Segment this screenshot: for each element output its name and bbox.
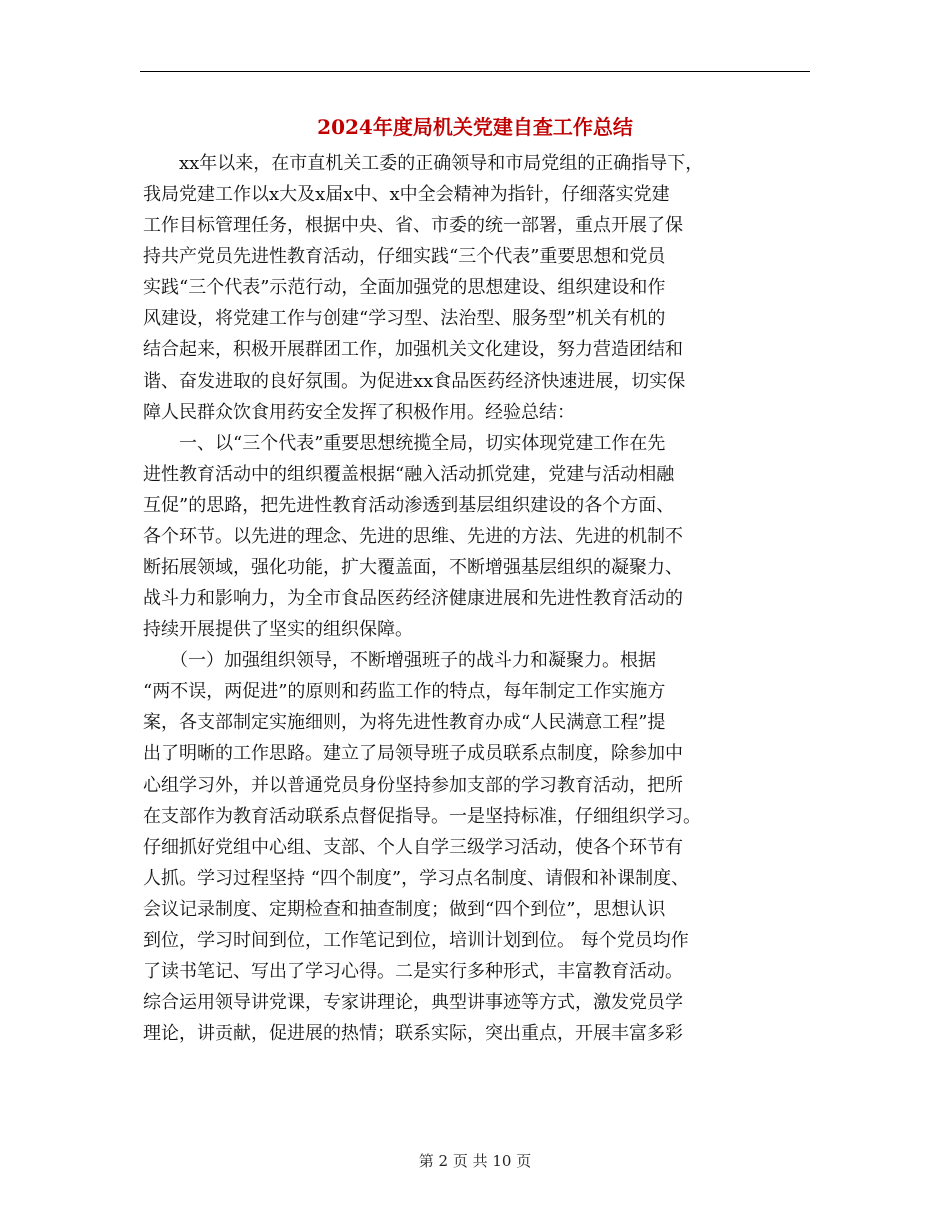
- body-line: 互促”的思路，把先进性教育活动渗透到基层组织建设的各个方面、: [143, 494, 675, 516]
- body-line: 心组学习外，并以普通党员身份坚持参加支部的学习教育活动，把所: [143, 774, 683, 796]
- body-line: 战斗力和影响力，为全市食品医药经济健康进展和先进性教育活动的: [143, 588, 683, 610]
- body-line: （一）加强组织领导，不断增强班子的战斗力和凝聚力。根据: [143, 650, 656, 672]
- body-line: 工作目标管理任务，根据中央、省、市委的统一部署，重点开展了保: [143, 215, 683, 237]
- body-line: 仔细抓好党组中心组、支部、个人自学三级学习活动，使各个环节有: [143, 836, 683, 858]
- body-line: 持共产党员先进性教育活动，仔细实践“三个代表”重要思想和党员: [143, 246, 666, 268]
- body-line: 人抓。学习过程坚持 “四个制度”，学习点名制度、请假和补课制度、: [143, 867, 690, 889]
- body-line: 到位，学习时间到位，工作笔记到位，培训计划到位。 每个党员均作: [143, 929, 689, 951]
- page-footer: 第 2 页 共 10 页: [418, 1152, 532, 1170]
- body-line: 风建设，将党建工作与创建“学习型、法治型、服务型”机关有机的: [143, 308, 666, 330]
- body-line: 理论，讲贡献，促进展的热情；联系实际，突出重点，开展丰富多彩: [143, 1023, 683, 1045]
- body-line: 了读书笔记、写出了学习心得。二是实行多种形式，丰富教育活动。: [143, 961, 683, 983]
- body-line: 一、以“三个代表”重要思想统揽全局，切实体现党建工作在先: [143, 432, 666, 454]
- document-title: 2024年度局机关党建自查工作总结: [317, 115, 633, 139]
- body-line: 案，各支部制定实施细则，为将先进性教育办成“人民满意工程”提: [143, 712, 666, 734]
- body-line: 持续开展提供了坚实的组织保障。: [143, 619, 413, 641]
- body-line: 谐、奋发进取的良好氛围。为促进xx食品医药经济快速进展，切实保: [143, 370, 686, 392]
- body-line: 综合运用领导讲党课，专家讲理论，典型讲事迹等方式，激发党员学: [143, 992, 683, 1014]
- body-line: 实践“三个代表”示范行动，全面加强党的思想建设、组织建设和作: [143, 277, 666, 299]
- header-rule: [140, 71, 810, 72]
- body-line: 进性教育活动中的组织覆盖根据“融入活动抓党建，党建与活动相融: [143, 463, 675, 485]
- body-line: xx年以来，在市直机关工委的正确领导和市局党组的正确指导下，: [143, 153, 704, 174]
- body-line: “两不误，两促进”的原则和药监工作的特点，每年制定工作实施方: [143, 681, 666, 703]
- body-line: 障人民群众饮食用药安全发挥了积极作用。经验总结：: [143, 401, 575, 423]
- body-line: 各个环节。以先进的理念、先进的思维、先进的方法、先进的机制不: [143, 525, 683, 547]
- body-line: 我局党建工作以x大及x届x中、x中全会精神为指针，仔细落实党建: [143, 184, 670, 206]
- body-line: 会议记录制度、定期检查和抽查制度；做到“四个到位”，思想认识: [143, 898, 666, 920]
- body-line: 在支部作为教育活动联系点督促指导。一是坚持标准，仔细组织学习。: [143, 805, 701, 827]
- body-line: 出了明晰的工作思路。建立了局领导班子成员联系点制度，除参加中: [143, 743, 683, 765]
- body-line: 断拓展领域，强化功能，扩大覆盖面，不断增强基层组织的凝聚力、: [143, 557, 683, 579]
- document-body: [143, 148, 823, 1049]
- body-line: 结合起来，积极开展群团工作，加强机关文化建设，努力营造团结和: [143, 339, 683, 361]
